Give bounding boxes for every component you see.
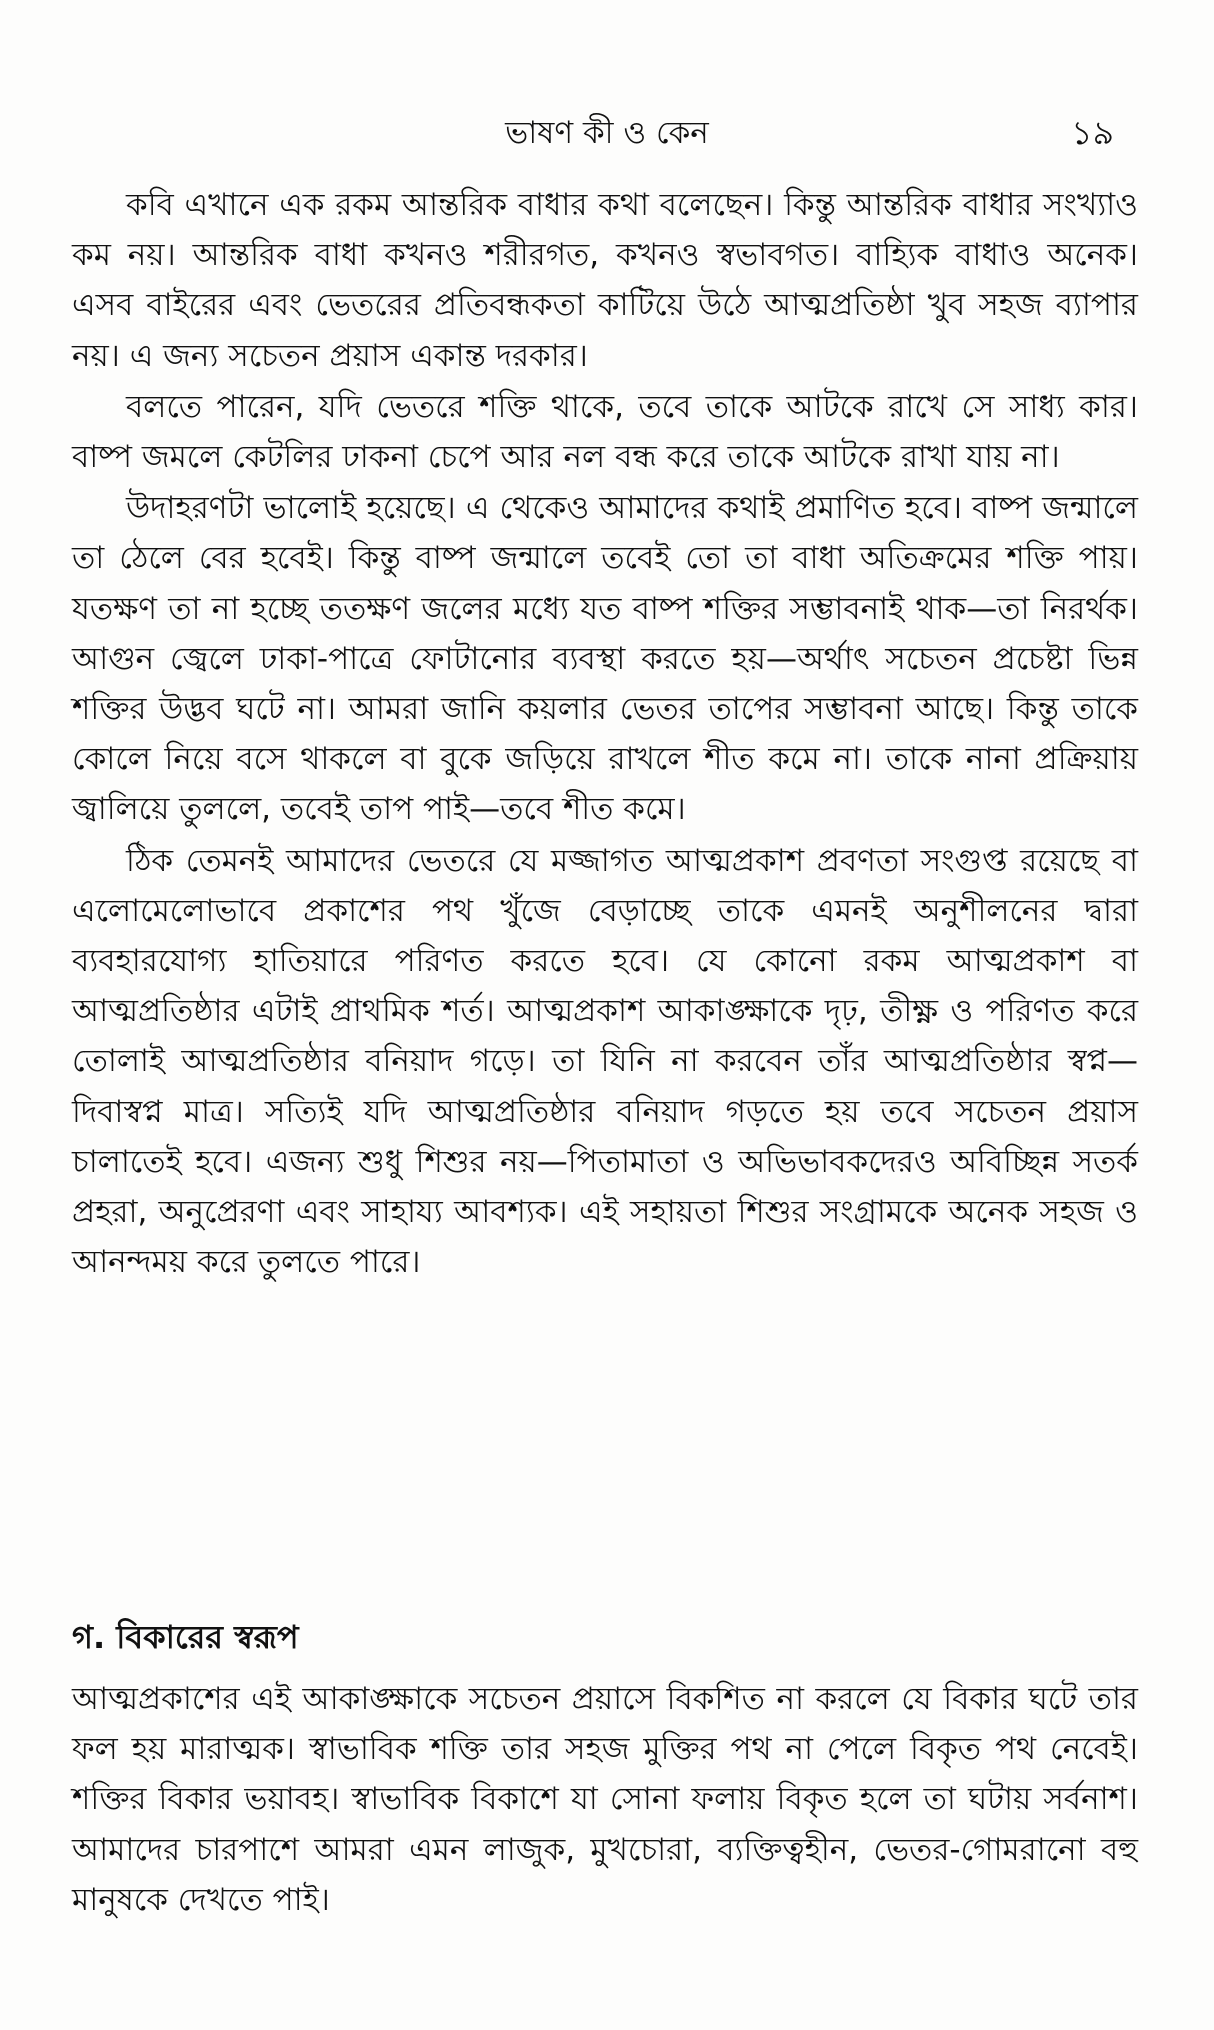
paragraph-steam-objection: বলতে পারেন, যদি ভেতরে শক্তি থাকে, তবে তাকে আটকে রাখে সে সাধ্য কার। বাষ্প জমলে কেটলির ঢাকনা চেপে আর নল বন্ধ করে তাকে আটকে রাখা যায় না।: [72, 388, 1138, 476]
paragraph-inner-obstacles: কবি এখানে এক রকম আন্তরিক বাধার কথা বলেছেন। কিন্তু আন্তরিক বাধার সংখ্যাও কম নয়। আন্তরিক বাধা কখনও শরীরগত, কখনও স্বভাবগত। বাহ্যিক বাধাও অনেক। এসব বাইরের এবং ভেতরের প্রতিবন্ধকতা কাটিয়ে উঠে আত্মপ্রতিষ্ঠা খুব সহজ ব্যাপার নয়। এ জন্য সচেতন প্রয়াস একান্ত দরকার।: [72, 187, 1138, 374]
section-body: [72, 1674, 1138, 1926]
running-title: ভাষণ কী ও কেন: [505, 115, 709, 151]
paragraph-distortion: আত্মপ্রকাশের এই আকাঙ্ক্ষাকে সচেতন প্রয়াসে বিকশিত না করলে যে বিকার ঘটে তার ফল হয় মারাত্মক। স্বাভাবিক শক্তি তার সহজ মুক্তির পথ না পেলে বিকৃত পথ নেবেই। শক্তির বিকার ভয়াবহ। স্বাভাবিক বিকাশে যা সোনা ফলায় বিকৃত হলে তা ঘটায় সর্বনাশ। আমাদের চারপাশে আমরা এমন লাজুক, মুখচোরা, ব্যক্তিত্বহীন, ভেতর-গোমরানো বহু মানুষকে দেখতে পাই।: [72, 1681, 1138, 1918]
body-text: [72, 180, 1138, 1288]
running-header: [78, 108, 1136, 158]
section-heading: গ. বিকারের স্বরূপ: [72, 1618, 299, 1656]
paragraph-self-expression: ঠিক তেমনই আমাদের ভেতরে যে মজ্জাগত আত্মপ্রকাশ প্রবণতা সংগুপ্ত রয়েছে বা এলোমেলোভাবে প্রকাশের পথ খুঁজে বেড়াচ্ছে তাকে এমনই অনুশীলনের দ্বারা ব্যবহারযোগ্য হাতিয়ারে পরিণত করতে হবে। যে কোনো রকম আত্মপ্রকাশ বা আত্মপ্রতিষ্ঠার এটাই প্রাথমিক শর্ত। আত্মপ্রকাশ আকাঙ্ক্ষাকে দৃঢ়, তীক্ষ্ণ ও পরিণত করে তোলাই আত্মপ্রতিষ্ঠার বনিয়াদ গড়ে। তা যিনি না করবেন তাঁর আত্মপ্রতিষ্ঠার স্বপ্ন—দিবাস্বপ্ন মাত্র। সত্যিই যদি আত্মপ্রতিষ্ঠার বনিয়াদ গড়তে হয় তবে সচেতন প্রয়াস চালাতেই হবে। এজন্য শুধু শিশুর নয়—পিতামাতা ও অভিভাবকদেরও অবিচ্ছিন্ন সতর্ক প্রহরা, অনুপ্রেরণা এবং সাহায্য আবশ্যক। এই সহায়তা শিশুর সংগ্রামকে অনেক সহজ ও আনন্দময় করে তুলতে পারে।: [72, 842, 1138, 1281]
page-number: ১৯: [1071, 113, 1114, 152]
paragraph-steam-example: উদাহরণটা ভালোই হয়েছে। এ থেকেও আমাদের কথাই প্রমাণিত হবে। বাষ্প জন্মালে তা ঠেলে বের হবেই। কিন্তু বাষ্প জন্মালে তবেই তো তা বাধা অতিক্রমের শক্তি পায়। যতক্ষণ তা না হচ্ছে ততক্ষণ জলের মধ্যে যত বাষ্প শক্তির সম্ভাবনাই থাক—তা নিরর্থক। আগুন জ্বেলে ঢাকা-পাত্রে ফোটানোর ব্যবস্থা করতে হয়—অর্থাৎ সচেতন প্রচেষ্টা ভিন্ন শক্তির উদ্ভব ঘটে না। আমরা জানি কয়লার ভেতর তাপের সম্ভাবনা আছে। কিন্তু তাকে কোলে নিয়ে বসে থাকলে বা বুকে জড়িয়ে রাখলে শীত কমে না। তাকে নানা প্রক্রিয়ায় জ্বালিয়ে তুললে, তবেই তাপ পাই—তবে শীত কমে।: [72, 490, 1138, 828]
